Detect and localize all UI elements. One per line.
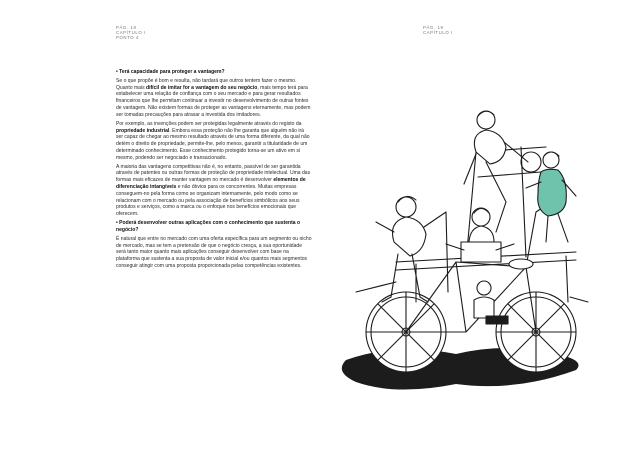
- left-page-body: [116, 69, 312, 272]
- page-number-right: PÁG. 19: [423, 25, 444, 30]
- bold-term: elementos de diferenciação intangíveis: [116, 177, 306, 190]
- running-header-right: [423, 25, 453, 35]
- girl-teal-dress: [538, 169, 567, 216]
- chapter-label-left: CAPÍTULO I: [116, 30, 146, 36]
- paragraph-text: , mais tempo terá para estabelecer uma relação de confiança com o seu mercado e para gerar resultados financeiros que lhe permitam continuar a investir no desenvolvimento de outras fontes de vantagem. Não existem formas de proteger as vantagens eternamente, mas podem ser tomadas precauções para atrasar a investida dos imitadores.: [116, 84, 311, 118]
- paragraph: [116, 236, 312, 270]
- running-header-left: [116, 25, 146, 41]
- bold-term: propriedade industrial: [116, 127, 170, 134]
- bold-term: difícil de imitar for a vantagem do seu negócio: [146, 84, 258, 91]
- paragraph-text: . Embora essa proteção não lhe garanta que alguém não irá ser capaz de chegar ao mesmo resultado através de uma forma diferente, da qual não detém o direito de propriedade, permite-lhe, pelo menos, garantir a titularidade de um determinado conhecimento. Esse conhecimento protegido torna-se um ativo em si mesmo, podendo ser negociado e transacionado.: [116, 127, 310, 161]
- paragraph-text: e não óbvios para os concorrentes. Muitas empresas conseguem-no pela forma como se organizam internamente, pelo modo como se relacionam com o mercado ou pela associação de benefícios simbólicos aos seus produtos e serviços, como a marca ou o enfoque nos benefícios emocionais que oferecem.: [116, 184, 300, 218]
- paragraph-text: A maioria das vantagens competitivas não é, no entanto, passível de ser garantida através de patentes ou outras formas de proteção de propriedade intelectual. Uma das formas mais eficazes de manter vantagem no mercado é desenvolver: [116, 163, 311, 184]
- paragraph: [116, 121, 312, 162]
- paragraph-text: É natural que entre no mercado com uma oferta específica para um segmento ou nicho de mercado, mas se tem a pretensão de que o negócio cresça, a sua oportunidade será tanto maior quanto mais aplicações conseguir desenvolver com base na plataforma que sustenta a sua proposta de valor inicial e/ou quantos mais segmentos conseguir atingir com uma proposta proporcionada pelas competências existentes.: [116, 235, 312, 269]
- question-heading: • Poderá desenvolver outras aplicações com o conhecimento que sustenta o negócio?: [116, 220, 301, 233]
- chapter-label-right: CAPÍTULO I: [423, 30, 453, 36]
- question-heading: • Terá capacidade para proteger a vantagem?: [116, 69, 225, 75]
- section-label-left: PONTO 4: [116, 35, 139, 41]
- bicycle-family-illustration: [336, 92, 600, 410]
- paragraph-text: Se o que propõe é bom e resulta, não tardará que outros tentem fazer o mesmo. Quanto mais: [116, 77, 297, 91]
- page-number-left: PÁG. 18: [116, 25, 137, 30]
- paragraph: [116, 78, 312, 119]
- paragraph: [116, 164, 312, 219]
- paragraph-text: Por exemplo, as invenções podem ser protegidas legalmente através do registo da: [116, 120, 302, 127]
- man-left-head: [396, 197, 416, 217]
